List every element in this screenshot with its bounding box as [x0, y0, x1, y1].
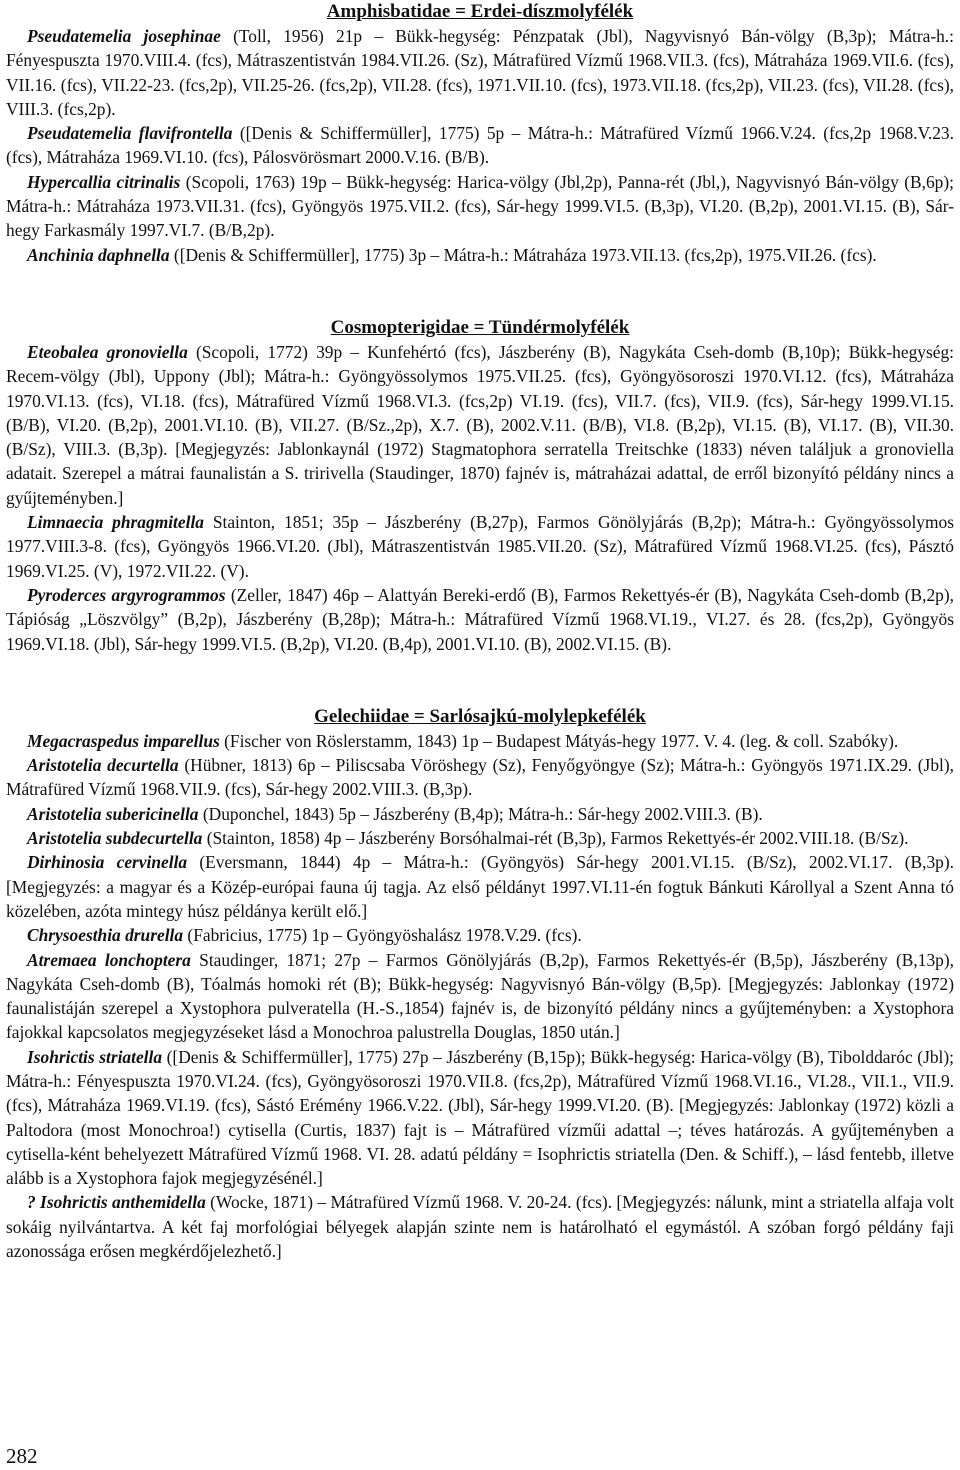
species-record: ([Denis & Schiffermüller], 1775) 27p – Jászberény (B,15p); Bükk-hegység: Harica-völgy (B), Tibolddaróc (Jbl); Mátra-h.: Fényespuszta 1970.VI.24. (fcs), Gyöngyösoroszi 1970.VII.8. (fcs,2p), Mátrafüred Vízmű 1968.VI.16., VI.28., VII.1., VII.9. (fcs), Mátraháza 1969.VI.19. (fcs), Sástó Erémény 1966.V.22. (Jbl), Sár-hegy 1999.VI.20. (B). [Megjegyzés: Jablonkay (1972) közli a Paltodora (most Monochroa!) cytisella (Curtis, 1837) fajt is – Mátrafüred vízműi adattal –; téves határozás. A gyűjteményben a cytisella-ként behelyezett Mátrafüred Vízmű 1968. VI. 28. adatú példány = Isophrictis striatella (Den. & Schiff.), – lásd fentebb, illetve alább is a Xystophora fajok megjegyzésénél.] — [6, 1046, 954, 1189]
species-entry — [6, 24, 954, 121]
species-record: (Fabricius, 1775) 1p – Gyöngyöshalász 1978.V.29. (fcs). — [183, 925, 582, 946]
species-name: Chrysoesthia drurella — [27, 925, 184, 946]
species-name: Megacraspedus imparellus — [27, 730, 220, 751]
species-record: (Stainton, 1858) 4p – Jászberény Borsóhalmai-rét (B,3p), Farmos Rekettyés-ér 2002.VIII.18. (B/Sz). — [202, 828, 909, 849]
species-name: Isohrictis striatella — [27, 1046, 163, 1067]
species-record: (Toll, 1956) 21p – Bükk-hegység: Pénzpatak (Jbl), Nagyvisnyó Bán-völgy (B,3p); Mátra-h.: Fényespuszta 1970.VIII.4. (fcs), Mátraszentistván 1984.VII.26. (Sz), Mátrafüred Vízmű 1968.VII.3. (fcs), Mátraháza 1969.VII.6. (fcs), VII.16. (fcs), VII.22-23. (fcs,2p), VII.25-26. (fcs,2p), VII.28. (fcs), 1971.VII.10. (fcs), 1973.VII.18. (fcs,2p), VII.23. (fcs), VII.28. (fcs), VIII.3. (fcs,2p). — [6, 26, 954, 119]
species-entry — [6, 1045, 954, 1191]
species-record: (Scopoli, 1772) 39p – Kunfehértó (fcs), Jászberény (B), Nagykáta Cseh-domb (B,10p); Bükk-hegység: Recem-völgy (Jbl), Uppony (Jbl); Mátra-h.: Gyöngyössolymos 1975.VII.25. (fcs), Gyöngyösoroszi 1970.VI.12. (fcs), Mátraháza 1970.VI.13. (fcs), VI.18. (fcs), Mátrafüred Vízmű 1968.VI.3. (fcs,2p) VI.19. (fcs), VII.7. (fcs), VII.9. (fcs), Sár-hegy 1999.VI.15. (B/B), VI.20. (B,2p), 2001.VI.10. (B), VII.27. (B/Sz.,2p), X.7. (B), 2002.V.11. (B/B), VI.8. (B,2p), VI.15. (B), VI.17. (B), VII.30. (B/Sz), VIII.3. (B,3p). [Megjegyzés: Jablonkaynál (1972) Stagmatophora serratella Treitschke (1833) néven találjuk a gronoviella adatait. Szerepel a mátrai faunalistán a S. tririvella (Staudinger, 1870) fajnév is, mátraházai adattal, de erről bizonyító példány nincs a gyűjteményben.] — [6, 341, 954, 508]
section-title-cosmopterigidae: Cosmopterigidae = Tündérmolyfélék — [330, 316, 630, 338]
species-entry — [6, 923, 954, 947]
species-record: Staudinger, 1871; 27p – Farmos Gönölyjárás (B,2p), Farmos Rekettyés-ér (B,5p), Jászberény (B,13p), Nagykáta Cseh-domb (B), Tóalmás homoki rét (B); Bükk-hegység: Nagyvisnyó Bán-völgy (B,5p). [Megjegyzés: Jablonkay (1972) faunalistáján szerepel a Xystophora pulveratella (H.-S.,1854) fajnév is, de bizonyító példány nincs a gyűjteményben: a Xystophora fajokkal kapcsolatos megjegyzéseket lásd a Monochroa palustrella Douglas, 1850 után.] — [6, 949, 954, 1043]
species-entry — [6, 802, 954, 826]
species-entry — [6, 243, 954, 267]
species-name: Pseudatemelia josephinae — [27, 26, 221, 46]
species-entry — [6, 340, 954, 510]
species-record: ([Denis & Schiffermüller], 1775) 3p – Mátra-h.: Mátraháza 1973.VII.13. (fcs,2p), 1975.VII.26. (fcs). — [169, 244, 877, 265]
species-entry — [6, 826, 954, 850]
species-name: Dirhinosia cervinella — [27, 852, 188, 873]
species-record: (Zeller, 1847) 46p – Alattyán Bereki-erdő (B), Farmos Rekettyés-ér (B), Nagykáta Cseh-domb (B,2p), Tápióság „Löszvölgy” (B,2p), Jászberény (B,28p); Mátra-h.: Mátrafüred Vízmű 1968.VI.19., VI.27. és 28. (fcs,2p), Gyöngyös 1969.VI.18. (Jbl), Sár-hegy 1999.VI.5. (B,2p), VI.20. (B,4p), 2001.VI.10. (B), 2002.VI.15. (B). — [6, 584, 954, 654]
section-title-gelechiidae: Gelechiidae = Sarlósajkú-molylepkefélék — [314, 705, 646, 727]
species-entry — [6, 850, 954, 923]
species-entry — [6, 1190, 954, 1263]
species-name: Anchinia daphnella — [27, 244, 170, 265]
species-record: Stainton, 1851; 35p – Jászberény (B,27p), Farmos Gönölyjárás (B,2p); Mátra-h.: Gyöngyössolymos 1977.VIII.3-8. (fcs), Gyöngyös 1966.VI.20. (Jbl), Mátraszentistván 1985.VII.20. (Sz), Mátrafüred Vízmű 1968.VI.25. (fcs), Pásztó 1969.VI.25. (V), 1972.VII.22. (V). — [6, 512, 954, 581]
species-record: (Eversmann, 1844) 4p – Mátra-h.: (Gyöngyös) Sár-hegy 2001.VI.15. (B/Sz), 2002.VI.17. (B,3p). [Megjegyzés: a magyar és a Közép-európai fauna új tagja. Az első példányt 1997.VI.11-én fogtuk Bánkuti Károllyal a Szent Anna tó közelében, azóta mintegy húsz példánya került elő.] — [6, 852, 954, 921]
species-record: (Scopoli, 1763) 19p – Bükk-hegység: Harica-völgy (Jbl,2p), Panna-rét (Jbl,), Nagyvisnyó Bán-völgy (B,6p); Mátra-h.: Mátraháza 1973.VII.31. (fcs), Gyöngyös 1975.VII.2. (fcs), Sár-hegy 1999.VI.5. (B,3p), VI.20. (B,2p), 2001.VI.15. (B), Sár-hegy Farkasmály 1997.VI.7. (B/B,2p). — [6, 171, 954, 241]
species-record: (Hübner, 1813) 6p – Piliscsaba Vöröshegy (Sz), Fenyőgyöngye (Sz); Mátra-h.: Gyöngyös 1971.IX.29. (Jbl), Mátrafüred Vízmű 1968.VII.9. (fcs), Sár-hegy 2002.VIII.3. (B,3p). — [6, 755, 954, 800]
species-name: Atremaea lonchoptera — [27, 949, 191, 970]
species-entry — [6, 121, 954, 170]
species-name: Aristotelia subericinella — [27, 803, 199, 824]
species-entry — [6, 510, 954, 583]
species-name: Pyroderces argyrogrammos — [27, 584, 226, 605]
species-name: ? Isohrictis anthemidella — [27, 1192, 206, 1213]
species-name: Pseudatemelia flavifrontella — [27, 123, 233, 144]
species-entry — [6, 729, 954, 753]
species-record: (Wocke, 1871) – Mátrafüred Vízmű 1968. V. 20-24. (fcs). [Megjegyzés: nálunk, mint a striatella alfaja volt sokáig nyilvántartva. A két faj morfológiai bélyegek alapján szinte nem is határolható el egymástól. A szóban forgó példány faji azonossága erősen megkérdőjelezhető.] — [6, 1192, 954, 1262]
species-name: Aristotelia subdecurtella — [27, 828, 203, 849]
section-spacer — [6, 267, 954, 316]
species-entry — [6, 948, 954, 1045]
section-title-amphisbatidae: Amphisbatidae = Erdei-díszmolyfélék — [326, 1, 634, 22]
section-spacer — [6, 656, 954, 705]
species-name: Eteobalea gronoviella — [27, 341, 188, 362]
page-body — [6, 0, 954, 1263]
species-entry — [6, 170, 954, 243]
species-record: (Fischer von Röslerstamm, 1843) 1p – Budapest Mátyás-hegy 1977. V. 4. (leg. & coll. Szabóky). — [219, 730, 899, 751]
species-entry — [6, 583, 954, 656]
species-entry — [6, 753, 954, 802]
species-name: Hypercallia citrinalis — [27, 171, 181, 192]
species-name: Aristotelia decurtella — [27, 755, 179, 776]
page-number: 282 — [6, 1444, 38, 1468]
species-record: ([Denis & Schiffermüller], 1775) 5p – Mátra-h.: Mátrafüred Vízmű 1966.V.24. (fcs,2p 1968.V.23. (fcs), Mátraháza 1969.VI.10. (fcs), Pálosvörösmart 2000.V.16. (B/B). — [6, 123, 954, 168]
species-name: Limnaecia phragmitella — [27, 512, 204, 533]
species-record: (Duponchel, 1843) 5p – Jászberény (B,4p); Mátra-h.: Sár-hegy 2002.VIII.3. (B). — [198, 803, 763, 824]
